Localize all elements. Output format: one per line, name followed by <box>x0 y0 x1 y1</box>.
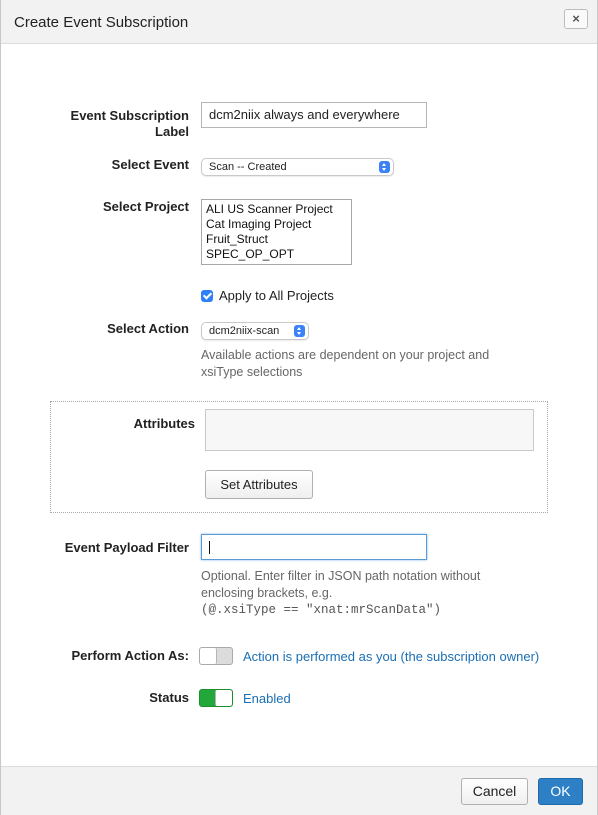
apply-all-projects-checkbox[interactable] <box>201 290 213 302</box>
payload-filter-input[interactable] <box>201 534 427 560</box>
ok-button[interactable]: OK <box>538 778 583 805</box>
project-option[interactable]: ALI US Scanner Project <box>206 202 333 216</box>
payload-filter-example: (@.xsiType == "xnat:mrScanData") <box>201 603 442 617</box>
dropdown-arrows-icon <box>379 161 390 173</box>
subscription-label-label: Event Subscription Label <box>70 108 189 139</box>
select-action-value: dcm2niix-scan <box>209 325 280 337</box>
perform-as-label: Perform Action As: <box>71 648 189 663</box>
payload-filter-help-text: Optional. Enter filter in JSON path notation without enclosing brackets, e.g. <box>201 569 481 600</box>
project-option[interactable]: Fruit_Struct <box>206 232 269 246</box>
apply-all-projects-label: Apply to All Projects <box>219 288 334 303</box>
select-event-label: Select Event <box>111 157 189 172</box>
perform-as-text: Action is performed as you (the subscription owner) <box>243 649 540 664</box>
perform-as-toggle[interactable] <box>199 647 233 665</box>
attributes-label: Attributes <box>133 416 195 431</box>
project-option[interactable]: SPEC_OP_OPT <box>206 247 295 261</box>
attributes-textarea[interactable] <box>205 409 534 451</box>
set-attributes-button[interactable]: Set Attributes <box>205 470 313 499</box>
subscription-label-input[interactable]: dcm2niix always and everywhere <box>201 102 427 128</box>
status-text: Enabled <box>243 691 291 706</box>
select-event-value: Scan -- Created <box>209 161 287 173</box>
action-help-text: Available actions are dependent on your project and xsiType selections <box>201 348 490 379</box>
select-project-label: Select Project <box>103 199 189 214</box>
status-toggle[interactable] <box>199 689 233 707</box>
status-label: Status <box>149 690 189 705</box>
select-action-label: Select Action <box>107 321 189 336</box>
cancel-button[interactable]: Cancel <box>461 778 528 805</box>
dialog-header <box>1 0 597 44</box>
payload-filter-label: Event Payload Filter <box>64 540 189 555</box>
dialog-title: Create Event Subscription <box>14 14 189 31</box>
toggle-knob <box>200 648 217 664</box>
select-event-dropdown[interactable] <box>201 158 394 176</box>
select-action-dropdown[interactable] <box>201 322 309 340</box>
toggle-knob <box>215 690 232 706</box>
project-option[interactable]: Cat Imaging Project <box>206 217 312 231</box>
select-project-listbox[interactable] <box>201 199 352 265</box>
text-caret <box>209 541 210 554</box>
dropdown-arrows-icon <box>294 325 305 337</box>
close-button[interactable]: × <box>564 9 588 29</box>
